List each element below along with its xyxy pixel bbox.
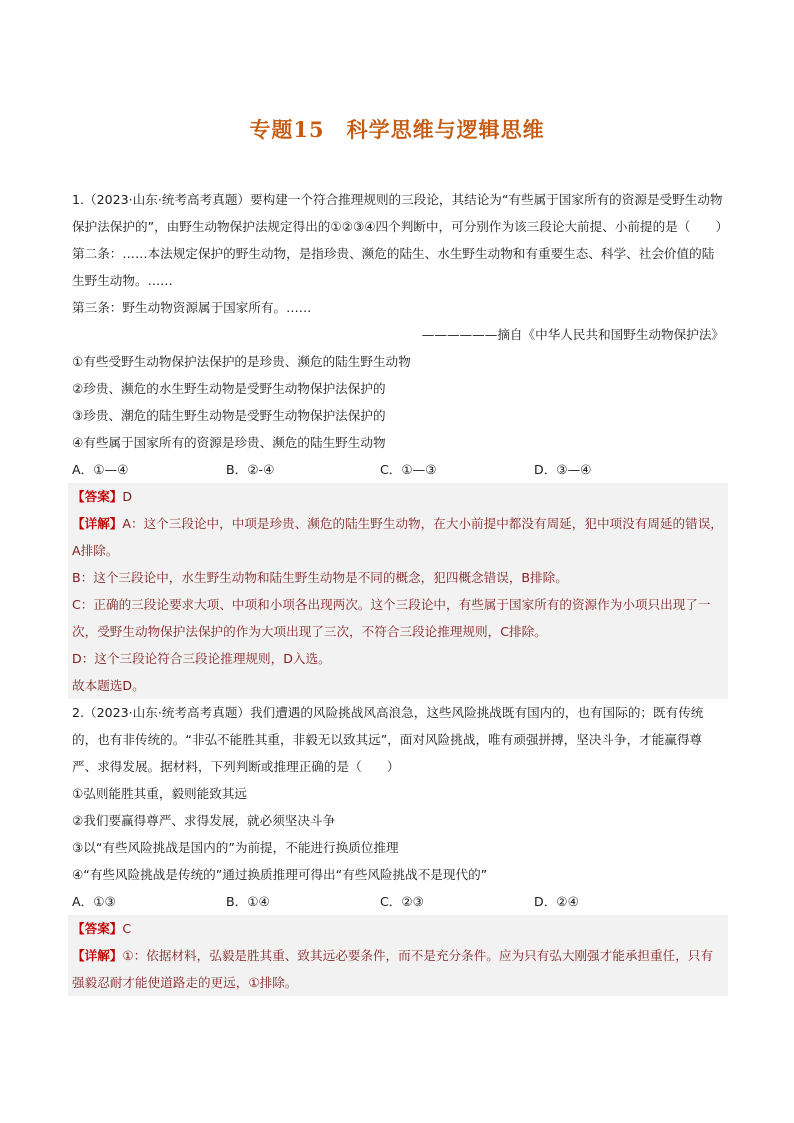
question-1-option-b: B．②-④ xyxy=(226,462,275,477)
question-1-statement-4: ④有些属于国家所有的资源是珍贵、濒危的陆生野生动物 xyxy=(72,435,386,450)
question-2-option-d: D．②④ xyxy=(534,894,579,909)
question-1-option-c: C．①—③ xyxy=(380,462,437,477)
question-1-answer-block xyxy=(68,483,728,699)
question-1-options xyxy=(72,456,724,483)
question-1-detail-5: 故本题选D。 xyxy=(72,678,145,693)
document-body xyxy=(72,186,729,996)
answer-tag: 【答案】 xyxy=(72,921,123,936)
question-1-material-1: 第二条：……本法规定保护的野生动物，是指珍贵、濒危的陆生、水生野生动物和有重要生态、科学、社会价值的陆生野生动物。…… xyxy=(72,246,715,288)
question-2-statement-1: ①弘则能胜其重，毅则能致其远 xyxy=(72,786,248,801)
detail-tag: 【详解】 xyxy=(72,516,123,531)
question-1-detail-3: C：正确的三段论要求大项、中项和小项各出现两次。这个三段论中，有些属于国家所有的资源作为小项只出现了一次，受野生动物保护法保护的作为大项出现了三次，不符合三段论推理规则，C排除。 xyxy=(72,597,711,639)
detail-tag: 【详解】 xyxy=(72,948,123,963)
question-2-detail-1: 【详解】①：依据材料，弘毅是胜其重、致其远必要条件，而不是充分条件。应为只有弘大刚强才能承担重任，只有强毅忍耐才能使道路走的更远，①排除。 xyxy=(72,948,713,990)
question-2-stem: 2.（2023·山东·统考高考真题）我们遭遇的风险挑战风高浪急，这些风险挑战既有国内的，也有国际的；既有传统的，也有非传统的。“非弘不能胜其重，非毅无以致其远”，面对风险挑战，唯有顽强拼搏，坚决斗争，才能赢得尊严、求得发展。据材料，下列判断或推理正确的是（ ） xyxy=(72,705,704,774)
question-2-statement-4: ④“有些风险挑战是传统的”通过换质推理可得出“有些风险挑战不是现代的” xyxy=(72,867,488,882)
question-1-source: ——————摘自《中华人民共和国野生动物保护法》 xyxy=(421,327,724,342)
answer-tag: 【答案】 xyxy=(72,489,123,504)
question-1-option-a: A．①—④ xyxy=(72,462,129,477)
question-1-detail-2: B：这个三段论中，水生野生动物和陆生野生动物是不同的概念，犯四概念错误，B排除。 xyxy=(72,570,568,585)
page-title: 专题15 科学思维与逻辑思维 xyxy=(249,117,545,142)
question-1-statement-2: ②珍贵、濒危的水生野生动物是受野生动物保护法保护的 xyxy=(72,381,386,396)
question-2-answer-block xyxy=(68,915,728,996)
question-2-option-a: A．①③ xyxy=(72,894,116,909)
question-2-option-b: B．①④ xyxy=(226,894,270,909)
question-1-detail-1: 【详解】A：这个三段论中，中项是珍贵、濒危的陆生野生动物，在大小前提中都没有周延，犯中项没有周延的错误，A排除。 xyxy=(72,516,723,558)
question-1-statement-3: ③珍贵、潮危的陆生野生动物是受野生动物保护法保护的 xyxy=(72,408,386,423)
answer-value: C xyxy=(122,921,132,936)
question-1-option-d: D．③—④ xyxy=(534,462,592,477)
question-2-option-c: C．②③ xyxy=(380,894,424,909)
question-1-material-2: 第三条：野生动物资源属于国家所有。…… xyxy=(72,300,312,315)
question-1-stem: 1.（2023·山东·统考高考真题）要构建一个符合推理规则的三段论，其结论为“有些属于国家所有的资源是受野生动物保护法保护的”，由野生动物保护法规定得出的①②③④四个判断中，可分别作为该三段论大前提、小前提的是（ ） xyxy=(72,192,729,234)
question-2-answer xyxy=(72,915,724,942)
question-1-detail-4: D：这个三段论符合三段论推理规则，D入选。 xyxy=(72,651,331,666)
question-1-answer xyxy=(72,483,724,510)
question-2-statement-2: ②我们要赢得尊严、求得发展，就必须坚决斗争 xyxy=(72,813,336,828)
question-2-options xyxy=(72,888,724,915)
question-1-statement-1: ①有些受野生动物保护法保护的是珍贵、濒危的陆生野生动物 xyxy=(72,354,411,369)
question-2-statement-3: ③以“有些风险挑战是国内的”为前提，不能进行换质位推理 xyxy=(72,840,399,855)
answer-value: D xyxy=(122,489,133,504)
